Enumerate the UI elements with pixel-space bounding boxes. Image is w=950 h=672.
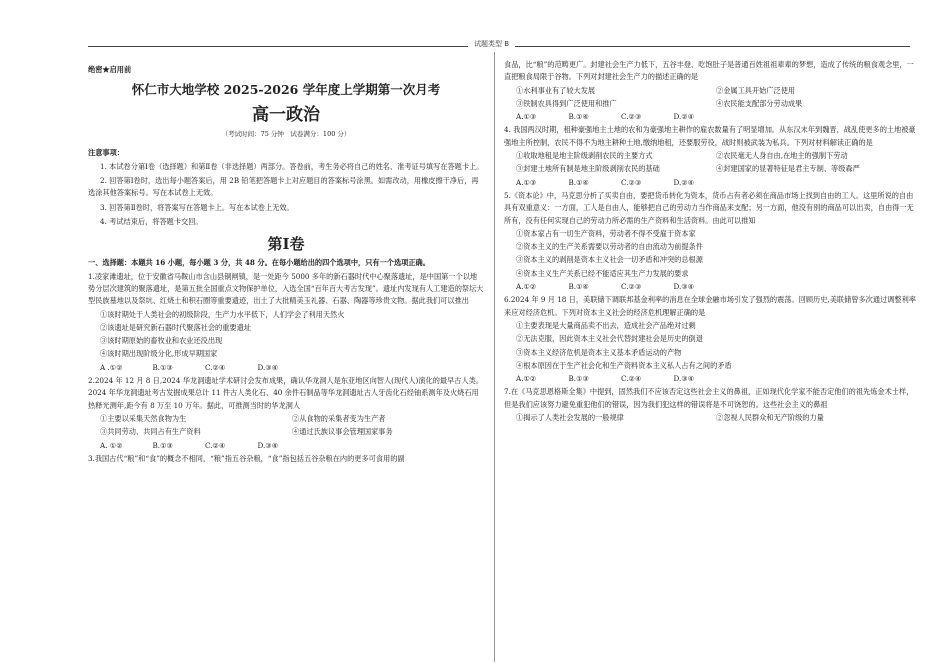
question-option: ③资本主义经济危机是资本主义基本矛盾运动的产物 [516, 347, 682, 357]
question-stem: 3.我国古代“粮”和“食”的概念不相同，“粮”指五谷杂粮，“食”指包括五谷杂粮在内的更多可食用的副 [88, 453, 405, 463]
option-row [504, 85, 916, 97]
answer-choice[interactable]: B.①③ [152, 440, 173, 450]
exam-meta: （考试时间：75 分钟 试卷满分：100 分） [221, 130, 351, 139]
answer-choice[interactable]: D.③④ [257, 440, 279, 450]
answer-choice[interactable]: D.③④ [257, 362, 279, 372]
subject-title: 高一政治 [252, 105, 320, 126]
question-option: ④该时期出现阶级分化,形成早期国家 [100, 349, 218, 359]
paper-type-label: 试题类型 B [468, 39, 515, 49]
confidential-mark: 绝密★启用前 [88, 65, 132, 74]
question-stem: 5.《资本论》中，马克思分析了买卖自由，要把货币转化为资本，货币占有者必须在商品市场上找到自由的工人。这里所说的自由具有双重意义：一方面，工人是自由人，能够把自己的劳动力当作商品来支配；另一方面，他没有别的商品可以出卖，自由得一无所有，没有任何实现自己的劳动力所必需的生产资料和生活资料。由此可以推知 [504, 190, 914, 225]
question-option: ②金属工具开始广泛使用 [716, 85, 796, 95]
answer-choices [88, 440, 310, 452]
answer-choice[interactable]: A .①② [100, 362, 123, 372]
option-row [504, 150, 916, 162]
answer-choice[interactable]: B.①④ [568, 282, 589, 292]
question-option: ②农民毫无人身自由,在地主的强制下劳动 [716, 151, 848, 161]
answer-choice[interactable]: A.①② [516, 374, 537, 384]
option-row [88, 426, 484, 438]
volume-title: 第Ⅰ卷 [267, 235, 305, 254]
answer-choices [504, 281, 726, 293]
question-stem: 食品，比“粮”的范畴更广。封建社会生产力低下，五谷丰登、吃饱肚子是普通百姓祖祖辈辈的梦想，造成了传统的粮食观念里，一直把粮食局限于谷物。下列对封建社会生产力的描述正确的是 [504, 60, 914, 82]
question-option: ②忽视人民群众和无产阶级的力量 [716, 413, 824, 423]
question-stem: 4. 我国两汉时期，租种豪强地主土地的农和为豪强地主耕作的雇农数量有了明显增加。从东汉末年到魏晋，战乱使更多的土地被豪强地主所控制，农民不得不为地主耕种土地,缴纳地租，还要服劳役，战时则被武装为私兵。下列对材料解读正确的是 [504, 125, 916, 147]
answer-choice[interactable]: C.②③ [621, 112, 642, 122]
question-option: ①收取地租是地主阶级剥削农民的主要方式 [516, 151, 653, 161]
option-row [504, 412, 916, 424]
question-option: ①该时期处于人类社会的初级阶段，生产力水平低下，人们学会了利用天然火 [100, 309, 345, 319]
answer-choice[interactable]: A.①③ [516, 177, 537, 187]
question-option: ④封建国家的显著特征是君主专制、等级森严 [716, 164, 860, 174]
question-option: ④根本原因在于生产社会化和生产资料资本主义私人占有之间的矛盾 [516, 360, 732, 370]
answer-choices [504, 111, 726, 123]
answer-choice[interactable]: C.②④ [621, 374, 642, 384]
right-column [504, 58, 916, 424]
answer-choice[interactable]: C.②③ [621, 282, 642, 292]
question-option: ①水利事业有了较大发展 [516, 85, 596, 95]
answer-choice[interactable]: D.②④ [673, 112, 695, 122]
question-option: ②无法克服，因此资本主义社会代替封建社会是历史的倒退 [516, 334, 703, 344]
answer-choice[interactable]: B.①③ [152, 362, 173, 372]
exam-title: 怀仁市大地学校 2025-2026 学年度上学期第一次月考 [131, 82, 441, 98]
question-option: ②该遗址是研究新石器时代聚落社会的重要遗址 [100, 322, 251, 332]
option-row [504, 163, 916, 175]
answer-choices [504, 177, 726, 189]
question-option: ②从食物的采集者变为生产者 [292, 413, 386, 423]
answer-choice[interactable]: B.①③ [568, 374, 589, 384]
answer-choices [88, 362, 310, 374]
question-option: ①揭示了人类社会发展的一般规律 [516, 413, 624, 423]
question-stem: 1.凌家滩遗址，位于安徽省马鞍山市含山县铜闸镇，是一处距今 5000 多年的新石器时代中心聚落遗址，是中国第一个以地势分层次建筑的聚落遗址，是第五批全国重点文物保护单位，入选全国“百年百大考古发现”。遗址内发现有人工建造的祭坛大型民族墓地以及祭坑、红烧土和积石圈等重要遗迹，出土了大批精美玉礼器、石器、陶器等珍贵文物。据此我们可以推出 [88, 271, 484, 306]
question-option: ③共同劳动、共同占有生产资料 [100, 427, 201, 437]
note-item: 1. 本试卷分第Ⅰ卷（选择题）和第Ⅱ卷（非选择题）两部分。答卷前，考生务必将自己的姓名、准考证号填写在答题卡上。 [100, 161, 484, 171]
answer-choice[interactable]: C.②③ [621, 177, 642, 187]
answer-choice[interactable]: D.③④ [673, 282, 695, 292]
question-option: ④农民能支配部分劳动成果 [716, 98, 803, 108]
question-option: ②资本主义的生产关系需要以劳动者的自由流动为前提条件 [516, 242, 703, 252]
answer-choice[interactable]: D.②④ [673, 177, 695, 187]
note-item: 2. 回答第Ⅰ卷时，选出每小题答案后，用 2B 铅笔把答题卡上对应题目的答案标号涂黑。如需改动，用橡皮擦干净后，再选涂其他答案标号。写在本试卷上无效。 [88, 176, 479, 198]
question-option: ①主要表现是大量商品卖不出去，造成社会产品绝对过剩 [516, 320, 696, 330]
answer-choice[interactable]: B.①④ [568, 112, 589, 122]
question-option: ④通过氏族议事会管理国家事务 [292, 427, 393, 437]
question-option: ③资本主义的剥削是资本主义社会一切矛盾和冲突的总根源 [516, 255, 703, 265]
notes-heading: 注意事项： [88, 147, 124, 157]
question-option: ④资本主义生产关系已经不能适应其生产力发展的要求 [516, 268, 689, 278]
question-stem: 2.2024 年 12 月 8 日,2024 华龙洞遗址学术研讨会发布成果，确认华龙洞人是东亚地区向智人(现代人)演化的最早古人类。2024 年华龙洞遗址考古发掘成果总计 11 件古人类化石、40 余件石制品等华龙洞遗址古人牙齿化石经铀系测年及火烧石用热释光测年,距今有 8 万至 10 万年。据此，可推测当时的华龙洞人 [88, 376, 484, 410]
option-row [504, 98, 916, 110]
question-stem: 7.在《马克思恩格斯全集》中提到，固然我们不应该否定这些社会主义的鼻祖，正如现代化学家不能否定他们的祖先炼金术士样，但是我们应该努力避免重犯他们的错误，因为我们犯这样的错误将是不可饶恕的。这些社会主义的鼻祖 [504, 387, 914, 409]
section-title: 一、选择题：本题共 16 小题，每小题 3 分，共 48 分。在每小题给出的四个选项中，只有一个选项正确。 [88, 258, 430, 268]
answer-choices [504, 373, 726, 385]
answer-choice[interactable]: A.①② [516, 282, 537, 292]
answer-choice[interactable]: A. ①② [100, 440, 123, 450]
question-stem: 6.2024 年 9 月 18 日，美联储下调联邦基金利率的消息在全球金融市场引发了强烈的震荡。回顾历史,美联储曾多次通过调整利率来应对经济危机。下列对资本主义社会的经济危机理解正确的是 [504, 295, 916, 317]
answer-choice[interactable]: B.①④ [568, 177, 589, 187]
question-option: ③该时期原始的畜牧业和农业还没出现 [100, 336, 223, 346]
answer-choice[interactable]: A.①③ [516, 112, 537, 122]
note-item: 3. 回答第Ⅱ卷时，将答案写在答题卡上。写在本试卷上无效。 [100, 202, 294, 212]
answer-choice[interactable]: D.③④ [673, 374, 695, 384]
column-divider [494, 52, 495, 662]
question-option: ①主要以采集天然食物为生 [100, 413, 187, 423]
answer-choice[interactable]: C.②④ [205, 362, 226, 372]
note-item: 4. 考试结束后，将答题卡交回。 [100, 217, 203, 227]
left-column [88, 58, 484, 465]
question-option: ①资本家占有一切生产资料，劳动者不得不受雇于资本家 [516, 228, 696, 238]
answer-choice[interactable]: C.②④ [205, 440, 226, 450]
option-row [88, 413, 484, 425]
question-option: ③铁制农具得到广泛使用和推广 [516, 98, 617, 108]
question-option: ③封建土地所有制是地主阶级剥削农民的基础 [516, 164, 660, 174]
